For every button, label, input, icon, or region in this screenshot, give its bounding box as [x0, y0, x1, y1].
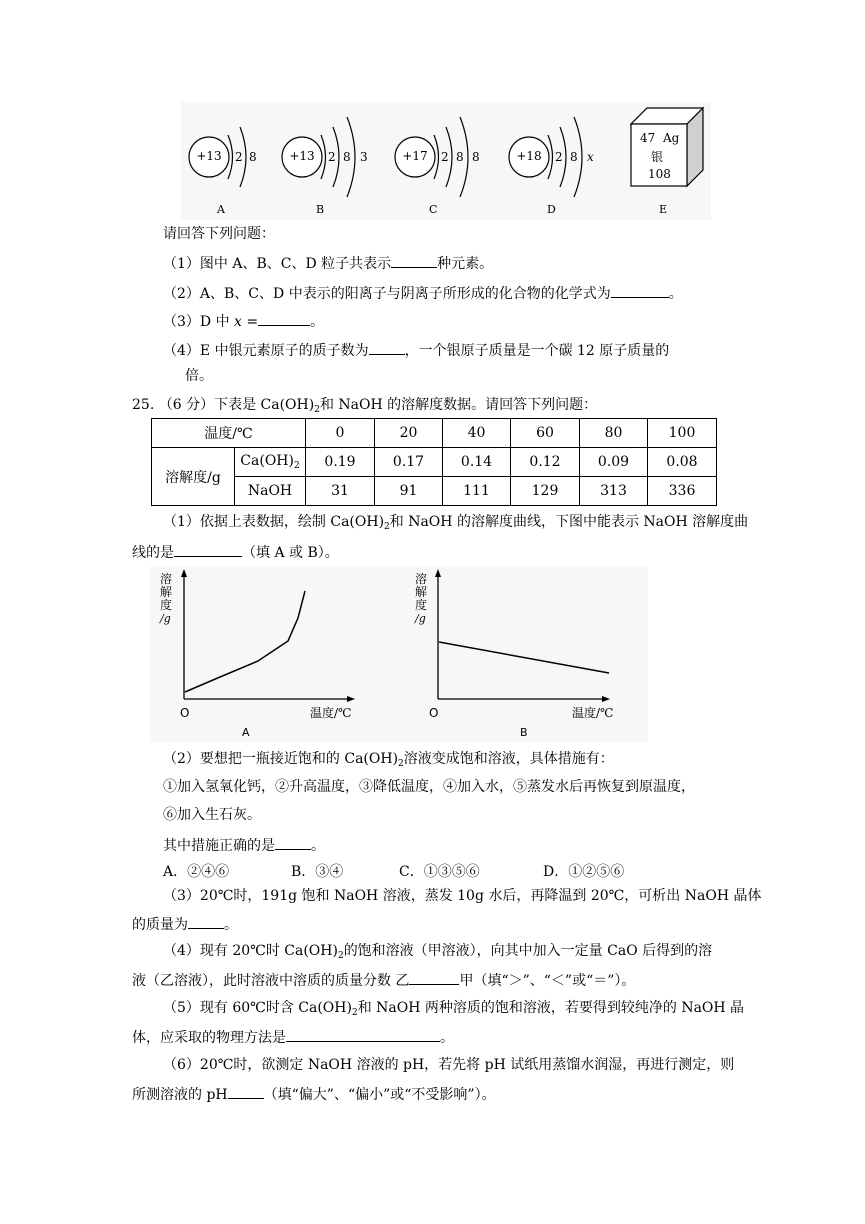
table-cell: 0.14	[443, 448, 511, 477]
q25-title: 25. （6 分）下表是 $Ca(OH)_2$和 NaOH 的溶解度数据。请回答下列问题：	[132, 397, 598, 415]
q25-part3: （3）20℃时，191g 饱和 NaOH 溶液，蒸发 10g 水后，再降温到 20℃，可析出 NaOH 晶体	[163, 888, 762, 904]
q25-choice-d[interactable]: D．①②⑤⑥	[543, 864, 625, 880]
graph-B-xlabel: 温度/℃	[572, 706, 614, 720]
answer-blank[interactable]	[409, 970, 459, 985]
atom-C-shell-3: 8	[472, 150, 480, 164]
table-cell: 31	[306, 477, 375, 506]
table-cell: 313	[580, 477, 648, 506]
answer-blank[interactable]	[258, 311, 310, 326]
table-row	[152, 419, 717, 448]
q25-part4: （4）现有 20℃时 $Ca(OH)_2$的饱和溶液（甲溶液），向其中加入一定量 CaO 后得到的溶	[163, 943, 713, 961]
table-cell: 溶解度/g	[152, 448, 235, 506]
atom-C-label: C	[429, 203, 438, 216]
answer-blank[interactable]	[275, 835, 311, 850]
atom-D-shell-2: 8	[570, 150, 578, 164]
atom-D-nucleus: +18	[516, 149, 542, 163]
atom-C-nucleus: +17	[402, 149, 428, 163]
table-cell: 111	[443, 477, 511, 506]
q25-part2: （2）要想把一瓶接近饱和的 $Ca(OH)_2$溶液变成饱和溶液，具体措施有：	[163, 751, 614, 769]
answer-blank[interactable]	[391, 253, 437, 268]
table-cell: 40	[443, 419, 511, 448]
graph-A-origin: O	[180, 706, 190, 720]
q25-part5: （5）现有 60℃时含 $Ca(OH)_2$和 NaOH 两种溶质的饱和溶液，若要得到较纯净的 NaOH 晶	[163, 1000, 745, 1018]
q25-part3-cont: 的质量为 。	[132, 914, 238, 934]
atom-C-shell-1: 2	[441, 150, 449, 164]
table-cell: NaOH	[235, 477, 306, 506]
table-row	[152, 448, 717, 477]
table-cell: $Ca(OH)_2$	[235, 448, 306, 477]
q25-part4-cont: 液（乙溶液），此时溶液中溶质的质量分数 乙 甲（填“＞”、“＜”或“＝”）。	[132, 970, 635, 990]
answer-blank[interactable]	[611, 283, 669, 298]
atom-D-shell-1: 2	[555, 150, 563, 164]
atom-B-shell-3: 3	[360, 150, 368, 164]
q25-choice-a[interactable]: A．②④⑥	[163, 864, 230, 880]
element-E-name: 银	[651, 150, 664, 164]
answer-blank[interactable]	[188, 914, 224, 929]
atom-D-label: D	[547, 203, 556, 216]
element-E-label: E	[659, 203, 668, 216]
table-cell: 温度/℃	[152, 419, 306, 448]
atom-B-nucleus: +13	[289, 149, 315, 163]
q25-part2-options: ①加入氢氧化钙，②升高温度，③降低温度，④加入水，⑤蒸发水后再恢复到原温度，	[163, 779, 695, 795]
answer-blank[interactable]	[174, 542, 242, 557]
table-cell: 0.08	[648, 448, 717, 477]
q24-part4-cont: 倍。	[185, 368, 213, 384]
atom-D-shell-3: x	[587, 150, 594, 164]
table-row	[152, 477, 717, 506]
table-cell: 0.09	[580, 448, 648, 477]
answer-blank[interactable]	[228, 1084, 264, 1099]
table-cell: 80	[580, 419, 648, 448]
q25-part2-options-cont: ⑥加入生石灰。	[163, 807, 261, 823]
element-E-mass: 108	[648, 167, 671, 181]
graph-B-label: B	[520, 726, 528, 739]
atom-A-shell-2: 8	[249, 150, 257, 164]
table-cell: 91	[375, 477, 443, 506]
q25-part5-cont: 体，应采取的物理方法是 。	[132, 1027, 454, 1047]
atom-B-shell-1: 2	[328, 150, 336, 164]
q25-part6: （6）20℃时，欲测定 NaOH 溶液的 pH，若先将 pH 试纸用蒸馏水润湿，再进行测定，则	[163, 1057, 735, 1073]
q25-choice-c[interactable]: C．①③⑤⑥	[399, 864, 480, 880]
answer-blank[interactable]	[286, 1027, 440, 1042]
q25-part1-cont: 线的是 （填 A 或 B）。	[132, 542, 339, 562]
graph-B-ylabel: 溶 解 度 /g	[415, 572, 428, 625]
q25-part2-question: 其中措施正确的是 。	[163, 835, 325, 855]
q24-part2: （2）A、B、C、D 中表示的阳离子与阴离子所形成的化合物的化学式为 。	[163, 283, 683, 303]
q24-intro: 请回答下列问题：	[163, 226, 275, 242]
solubility-table	[151, 418, 717, 506]
element-E-number: 47	[640, 131, 656, 145]
table-cell: 100	[648, 419, 717, 448]
q24-part3: （3）D 中 x = 。	[163, 311, 324, 331]
table-cell: 0.12	[511, 448, 580, 477]
atom-C-shell-2: 8	[456, 150, 464, 164]
table-cell: 0.19	[306, 448, 375, 477]
q25-part6-cont: 所测溶液的 pH （填“偏大”、“偏小”或“不受影响”）。	[132, 1084, 496, 1104]
answer-blank[interactable]	[369, 340, 405, 355]
table-cell: 129	[511, 477, 580, 506]
table-cell: 336	[648, 477, 717, 506]
graph-A-label: A	[242, 726, 250, 739]
table-cell: 60	[511, 419, 580, 448]
graph-A-ylabel: 溶 解 度 /g	[160, 572, 173, 625]
q24-part1: （1）图中 A、B、C、D 粒子共表示 种元素。	[163, 253, 493, 273]
q24-part4: （4）E 中银元素原子的质子数为 ，一个银原子质量是一个碳 12 原子质量的	[163, 340, 669, 360]
atom-B-label: B	[316, 203, 325, 216]
graph-B-origin: O	[429, 706, 439, 720]
graph-A-xlabel: 温度/℃	[310, 706, 352, 720]
q25-part1: （1）依据上表数据，绘制 $Ca(OH)_2$和 NaOH 的溶解度曲线，下图中能表示 NaOH 溶解度曲	[163, 514, 749, 532]
element-E-symbol: Ag	[663, 131, 680, 145]
table-cell: 20	[375, 419, 443, 448]
atom-A-nucleus: +13	[196, 149, 222, 163]
q25-choice-b[interactable]: B．③④	[291, 864, 344, 880]
atom-A-label: A	[217, 203, 225, 216]
atom-B-shell-2: 8	[343, 150, 351, 164]
atom-A-shell-1: 2	[235, 150, 243, 164]
table-cell: 0	[306, 419, 375, 448]
table-cell: 0.17	[375, 448, 443, 477]
